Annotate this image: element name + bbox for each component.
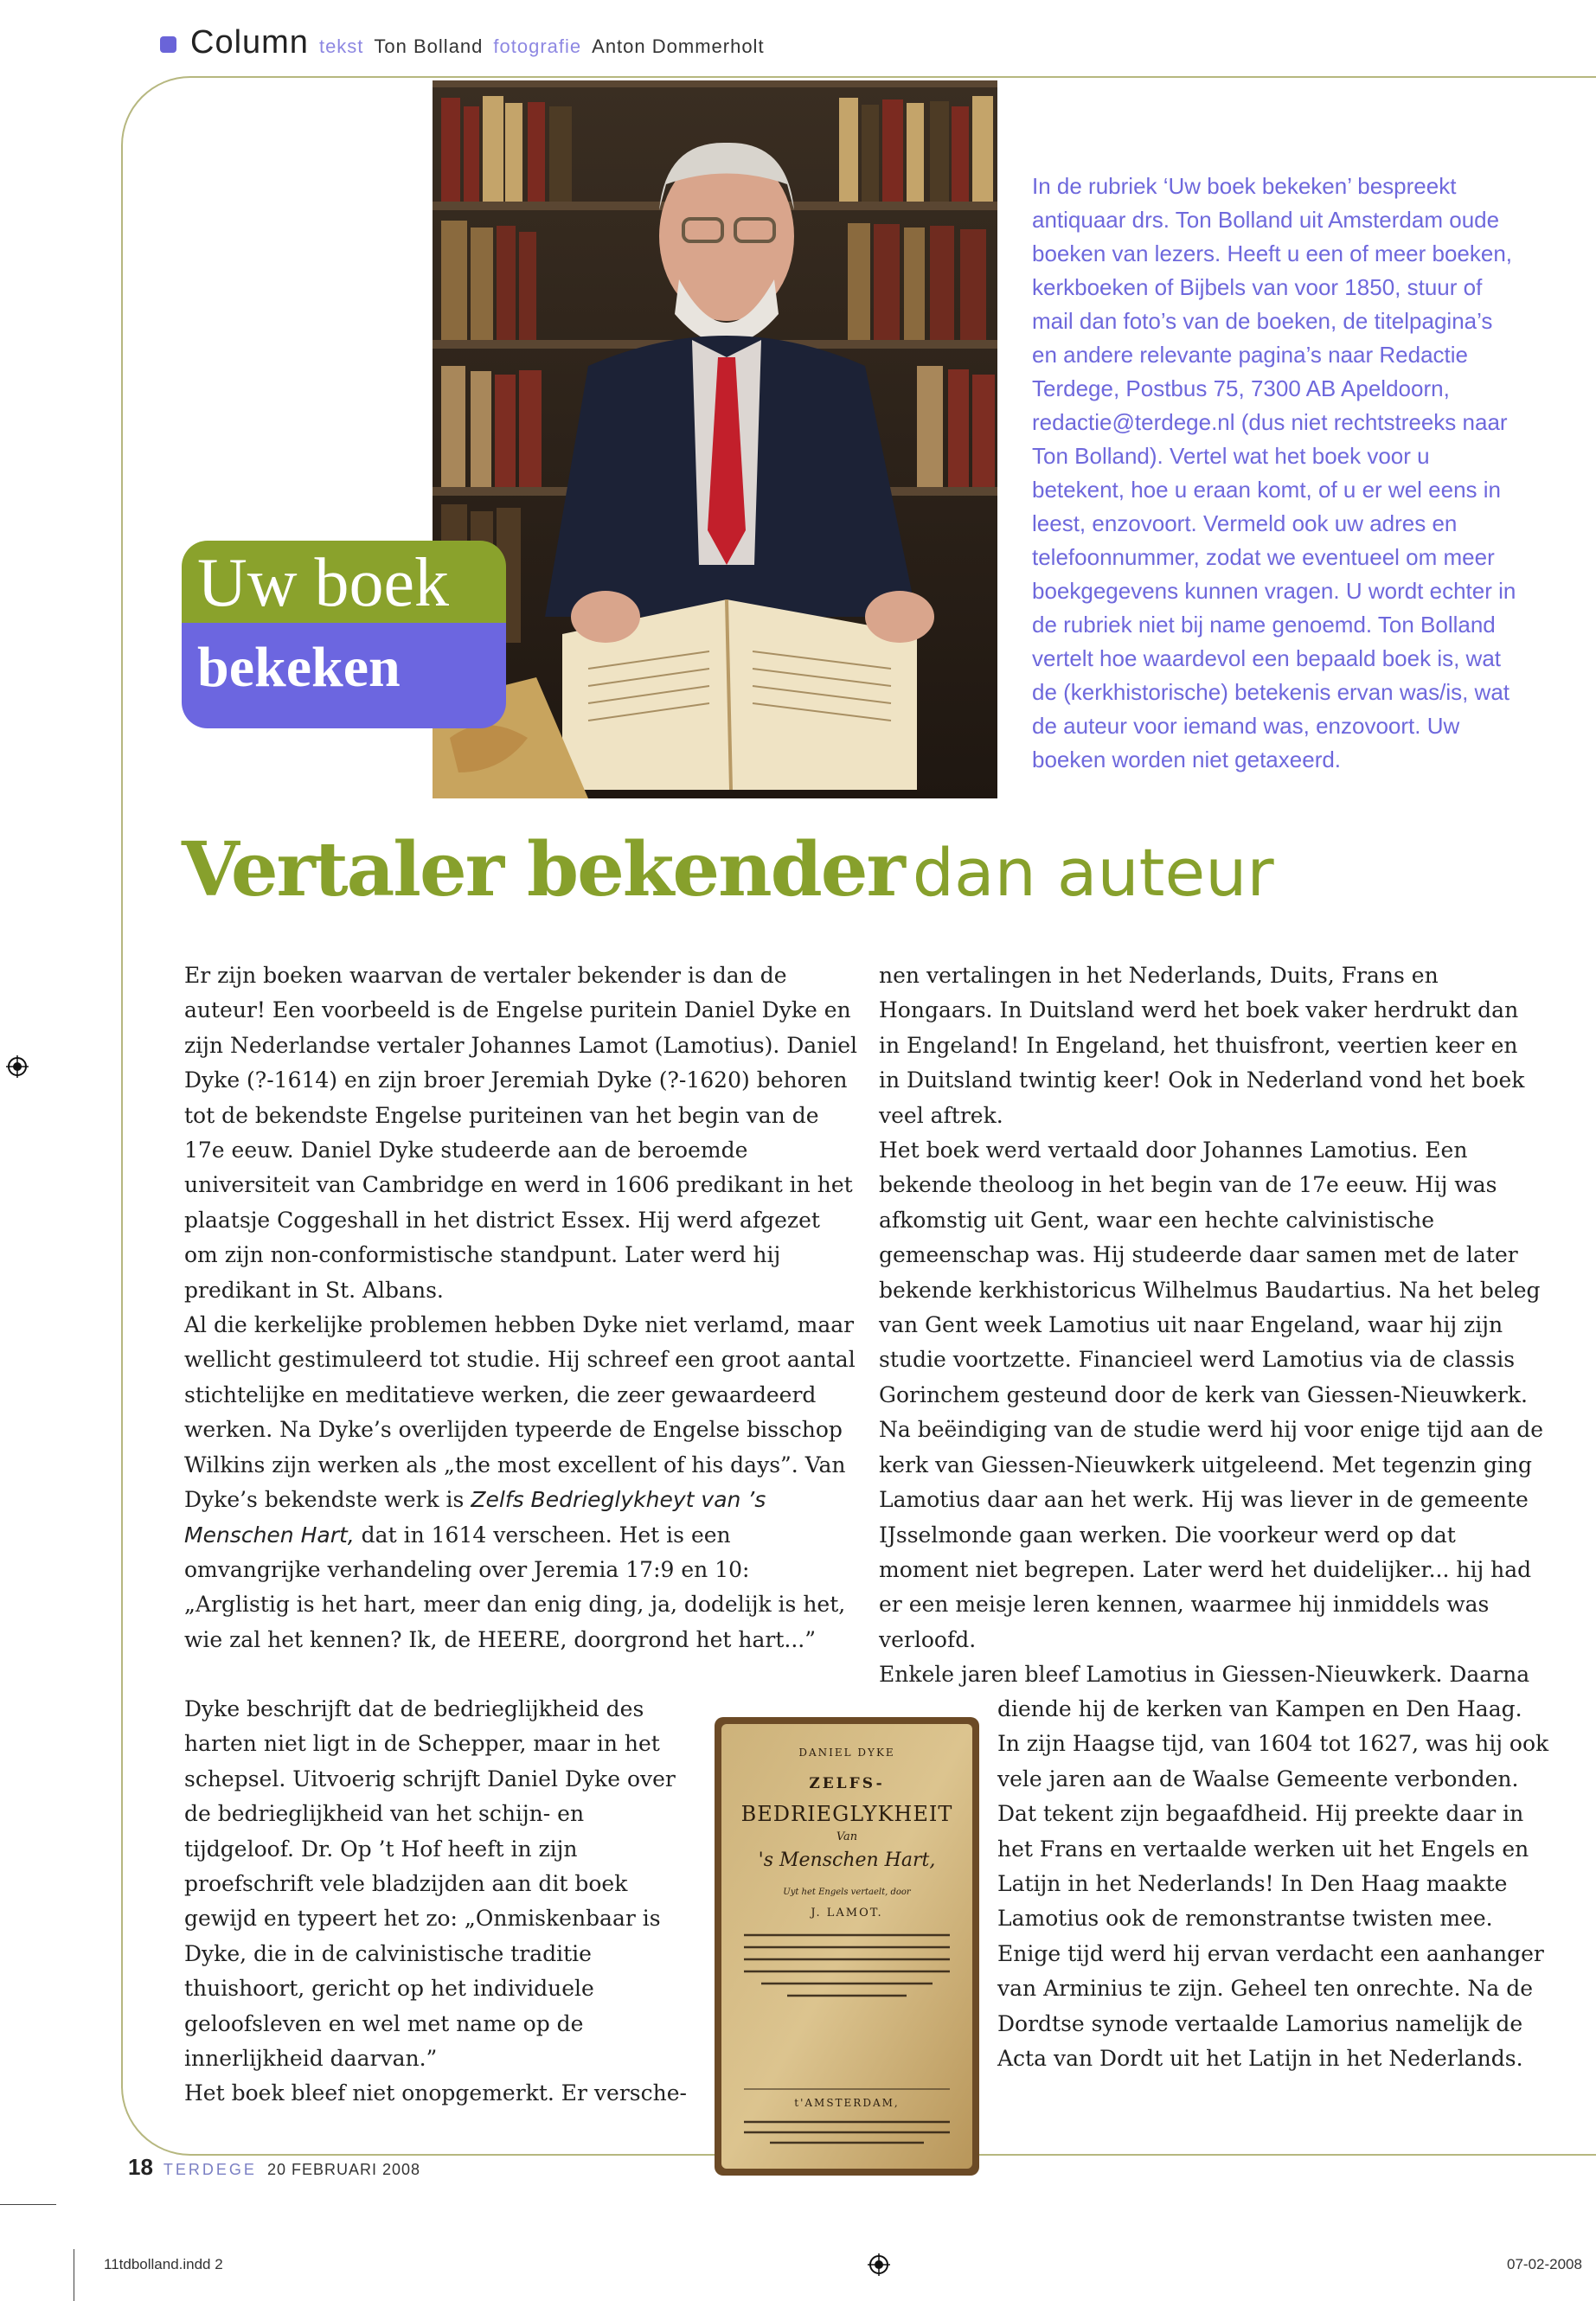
page-number: 18 (128, 2154, 153, 2180)
author-name: Ton Bolland (374, 35, 484, 57)
cover-title-line3: Van (836, 1830, 858, 1843)
headline-bold: Vertaler bekender (182, 826, 904, 913)
book-cover-image (709, 1708, 984, 2180)
cover-translator: J. LAMOT. (811, 1907, 883, 1920)
cover-author: DANIEL DYKE (798, 1747, 895, 1759)
paragraph: Het boek bleef niet onopgemerkt. Er versche- (184, 2080, 687, 2106)
registration-mark-icon (6, 1055, 29, 1078)
magazine-name: TERDEGE (163, 2161, 257, 2178)
page-footer (128, 2154, 420, 2181)
bullet-icon (160, 36, 176, 53)
paragraph-text: dat in 1614 verscheen. Het is een omvangrijke verhandeling over Jeremia 17:9 en 10: „Arglistig is het hart, meer dan enig ding, ja, dodelijk is het, wie zal het kennen? Ik, de HEERE, doorgrond het hart...” (184, 1522, 846, 1652)
crop-mark (0, 2204, 56, 2205)
paragraph: diende hij de kerken van Kampen en Den Haag. In zijn Haagse tijd, van 1604 tot 1627, was hij ook vele jaren aan de Waalse Gemeente verbonden. Dat tekent zijn begaafdheid. Hij preekte daar in het Frans en vertaalde werken uit het Engels en Latijn in het Nederlands! In Den Haag maakte Lamotius ook de remonstrantse twisten mee. Enige tijd werd hij ervan verdacht een aanhanger van Arminius te zijn. Geheel ten onrechte. Na de Dordtse synode vertaalde Lamorius namelijk de Acta van Dordt uit het Latijn in het Nederlands. (997, 1696, 1549, 2072)
paragraph: Na beëindiging van de studie werd hij voor enige tijd aan de kerk van Giessen-Nieuwkerk uitgeleend. Met tegenzin ging Lamotius daar aan het werk. Hij was liever in de gemeente IJsselmonde gaan werken. Die voorkeur werd op dat moment niet begrepen. Later werd het duidelijker... hij had er een meisje leren kennen, waarmee hij inmiddels was verloofd. (879, 1417, 1544, 1652)
rubric-label-top (182, 541, 506, 631)
issue-date: 20 FEBRUARI 2008 (266, 2161, 421, 2178)
paragraph: Het boek werd vertaald door Johannes Lamotius. Een bekende theoloog in het begin van de 17e eeuw. Hij was afkomstig uit Gent, waar een hechte calvinistische gemeenschap was. Hij studeerde daar samen met de later bekende kerkhistoricus Wilhelmus Baudartius. Na het beleg van Gent week Lamotius uit naar Engeland, waar hij zijn studie voortzette. Financieel werd Lamotius via de classis Gorinchem gesteund door de kerk van Giessen-Nieuwkerk. (879, 1138, 1541, 1407)
rubric-intro: In de rubriek ‘Uw boek bekeken’ bespreekt antiquaar drs. Ton Bolland uit Amsterdam oude boeken van lezers. Heeft u een of meer boeken, kerkboeken of Bijbels van voor 1850, stuur of mail dan foto’s van de boeken, de titelpagina’s en andere relevante pagina’s naar Redactie Terdege, Postbus 75, 7300 AB Apeldoorn, redactie@terdege.nl (dus niet rechtstreeks naar Ton Bolland). Vertel wat het boek voor u betekent, hoe u eraan komt, of u er wel eens in leest, enzovoort. Vermeld ook uw adres en telefoonnummer, zodat we eventueel om meer boekgegevens kunnen vragen. U wordt echter in de rubriek niet bij name genoemd. Ton Bolland vertelt hoe waardevol een bepaald boek is, wat de (kerkhistorische) betekenis ervan was/is, wat de auteur voor iemand was, enzovoort. Uw boeken worden niet getaxeerd. (1032, 173, 1516, 772)
column-2 (879, 958, 1545, 1693)
column-header (160, 24, 765, 64)
author-photo (433, 80, 997, 798)
section-title: Column (190, 24, 309, 61)
column-2-lower (997, 1692, 1551, 2076)
column-1 (184, 958, 859, 1657)
book-title-italic: Zelfs Bedrieglykheyt van ’s Menschen Hart, (184, 1487, 766, 1548)
paragraph: Dyke beschrijft dat de bedrieglijkheid des harten niet ligt in de Schepper, maar in het schepsel. Uitvoerig schrijft Daniel Dyke over de bedrieglijkheid van het schijn- en tijdgeloof. Dr. Op ’t Hof heeft in zijn proefschrift vele bladzijden aan dit boek gewijd en typeert het zo: „Onmiskenbaar is Dyke, die in de calvinistische traditie thuishoort, gericht op het individuele geloofsleven en wel met name op de innerlijkheid daarvan.” (184, 1696, 676, 2072)
cover-title-line2: BEDRIEGLYKHEIT (740, 1802, 953, 1826)
cover-imprint: t'AMSTERDAM, (794, 2097, 900, 2109)
slug-date: 07-02-2008 (1507, 2256, 1582, 2272)
rubric-label-bottom (182, 623, 506, 728)
photo-credit-label: fotografie (493, 35, 582, 57)
column-1-lower (184, 1692, 690, 2112)
paragraph: nen vertalingen in het Nederlands, Duits, Frans en Hongaars. In Duitsland werd het boek vaker herdrukt dan in Engeland! In Engeland, het thuisfront, veertien keer en in Duitsland twintig keer! Ook in Nederland vond het boek veel aftrek. (879, 963, 1525, 1128)
paragraph (184, 1308, 859, 1657)
registration-mark-icon (868, 2253, 890, 2276)
paragraph: Er zijn boeken waarvan de vertaler bekender is dan de auteur! Een voorbeeld is de Engelse puritein Daniel Dyke en zijn Nederlandse vertaler Johannes Lamot (Lamotius). Daniel Dyke (?-1614) en zijn broer Jeremiah Dyke (?-1620) behoren tot de bekendste Engelse puriteinen van het begin van de 17e eeuw. Daniel Dyke studeerde aan de beroemde universiteit van Cambridge en werd in 1606 predikant in het plaatsje Coggeshall in het district Essex. Hij werd afgezet om zijn non-conformistische standpunt. Later werd hij predikant in St. Albans. (184, 963, 858, 1303)
cover-title-line4: 's Menschen Hart, (758, 1849, 936, 1871)
slug-filename: 11tdbolland.indd 2 (104, 2256, 223, 2272)
rubric-label-line1: Uw boek (197, 545, 450, 621)
photographer-name: Anton Dommerholt (592, 35, 765, 57)
paragraph: Enkele jaren bleef Lamotius in Giessen-Nieuwkerk. Daarna (879, 1662, 1530, 1688)
headline-light: dan auteur (912, 834, 1274, 911)
text-credit-label: tekst (318, 35, 364, 57)
rubric-label-line2: bekeken (197, 636, 401, 699)
cover-translated: Uyt het Engels vertaelt, door (783, 1888, 911, 1897)
article-headline (182, 826, 1274, 913)
cover-title-line1: ZELFS- (809, 1775, 885, 1792)
paragraph-text: Al die kerkelijke problemen hebben Dyke niet verlamd, maar wellicht gestimuleerd tot studie. Hij schreef een groot aantal stichtelijke en meditatieve werken, die zeer gewaardeerd werken. Na Dyke’s overlijden typeerde de Engelse bisschop Wilkins zijn werken als „the most excellent of his days”. Van Dyke’s bekendste werk is (184, 1312, 856, 1513)
